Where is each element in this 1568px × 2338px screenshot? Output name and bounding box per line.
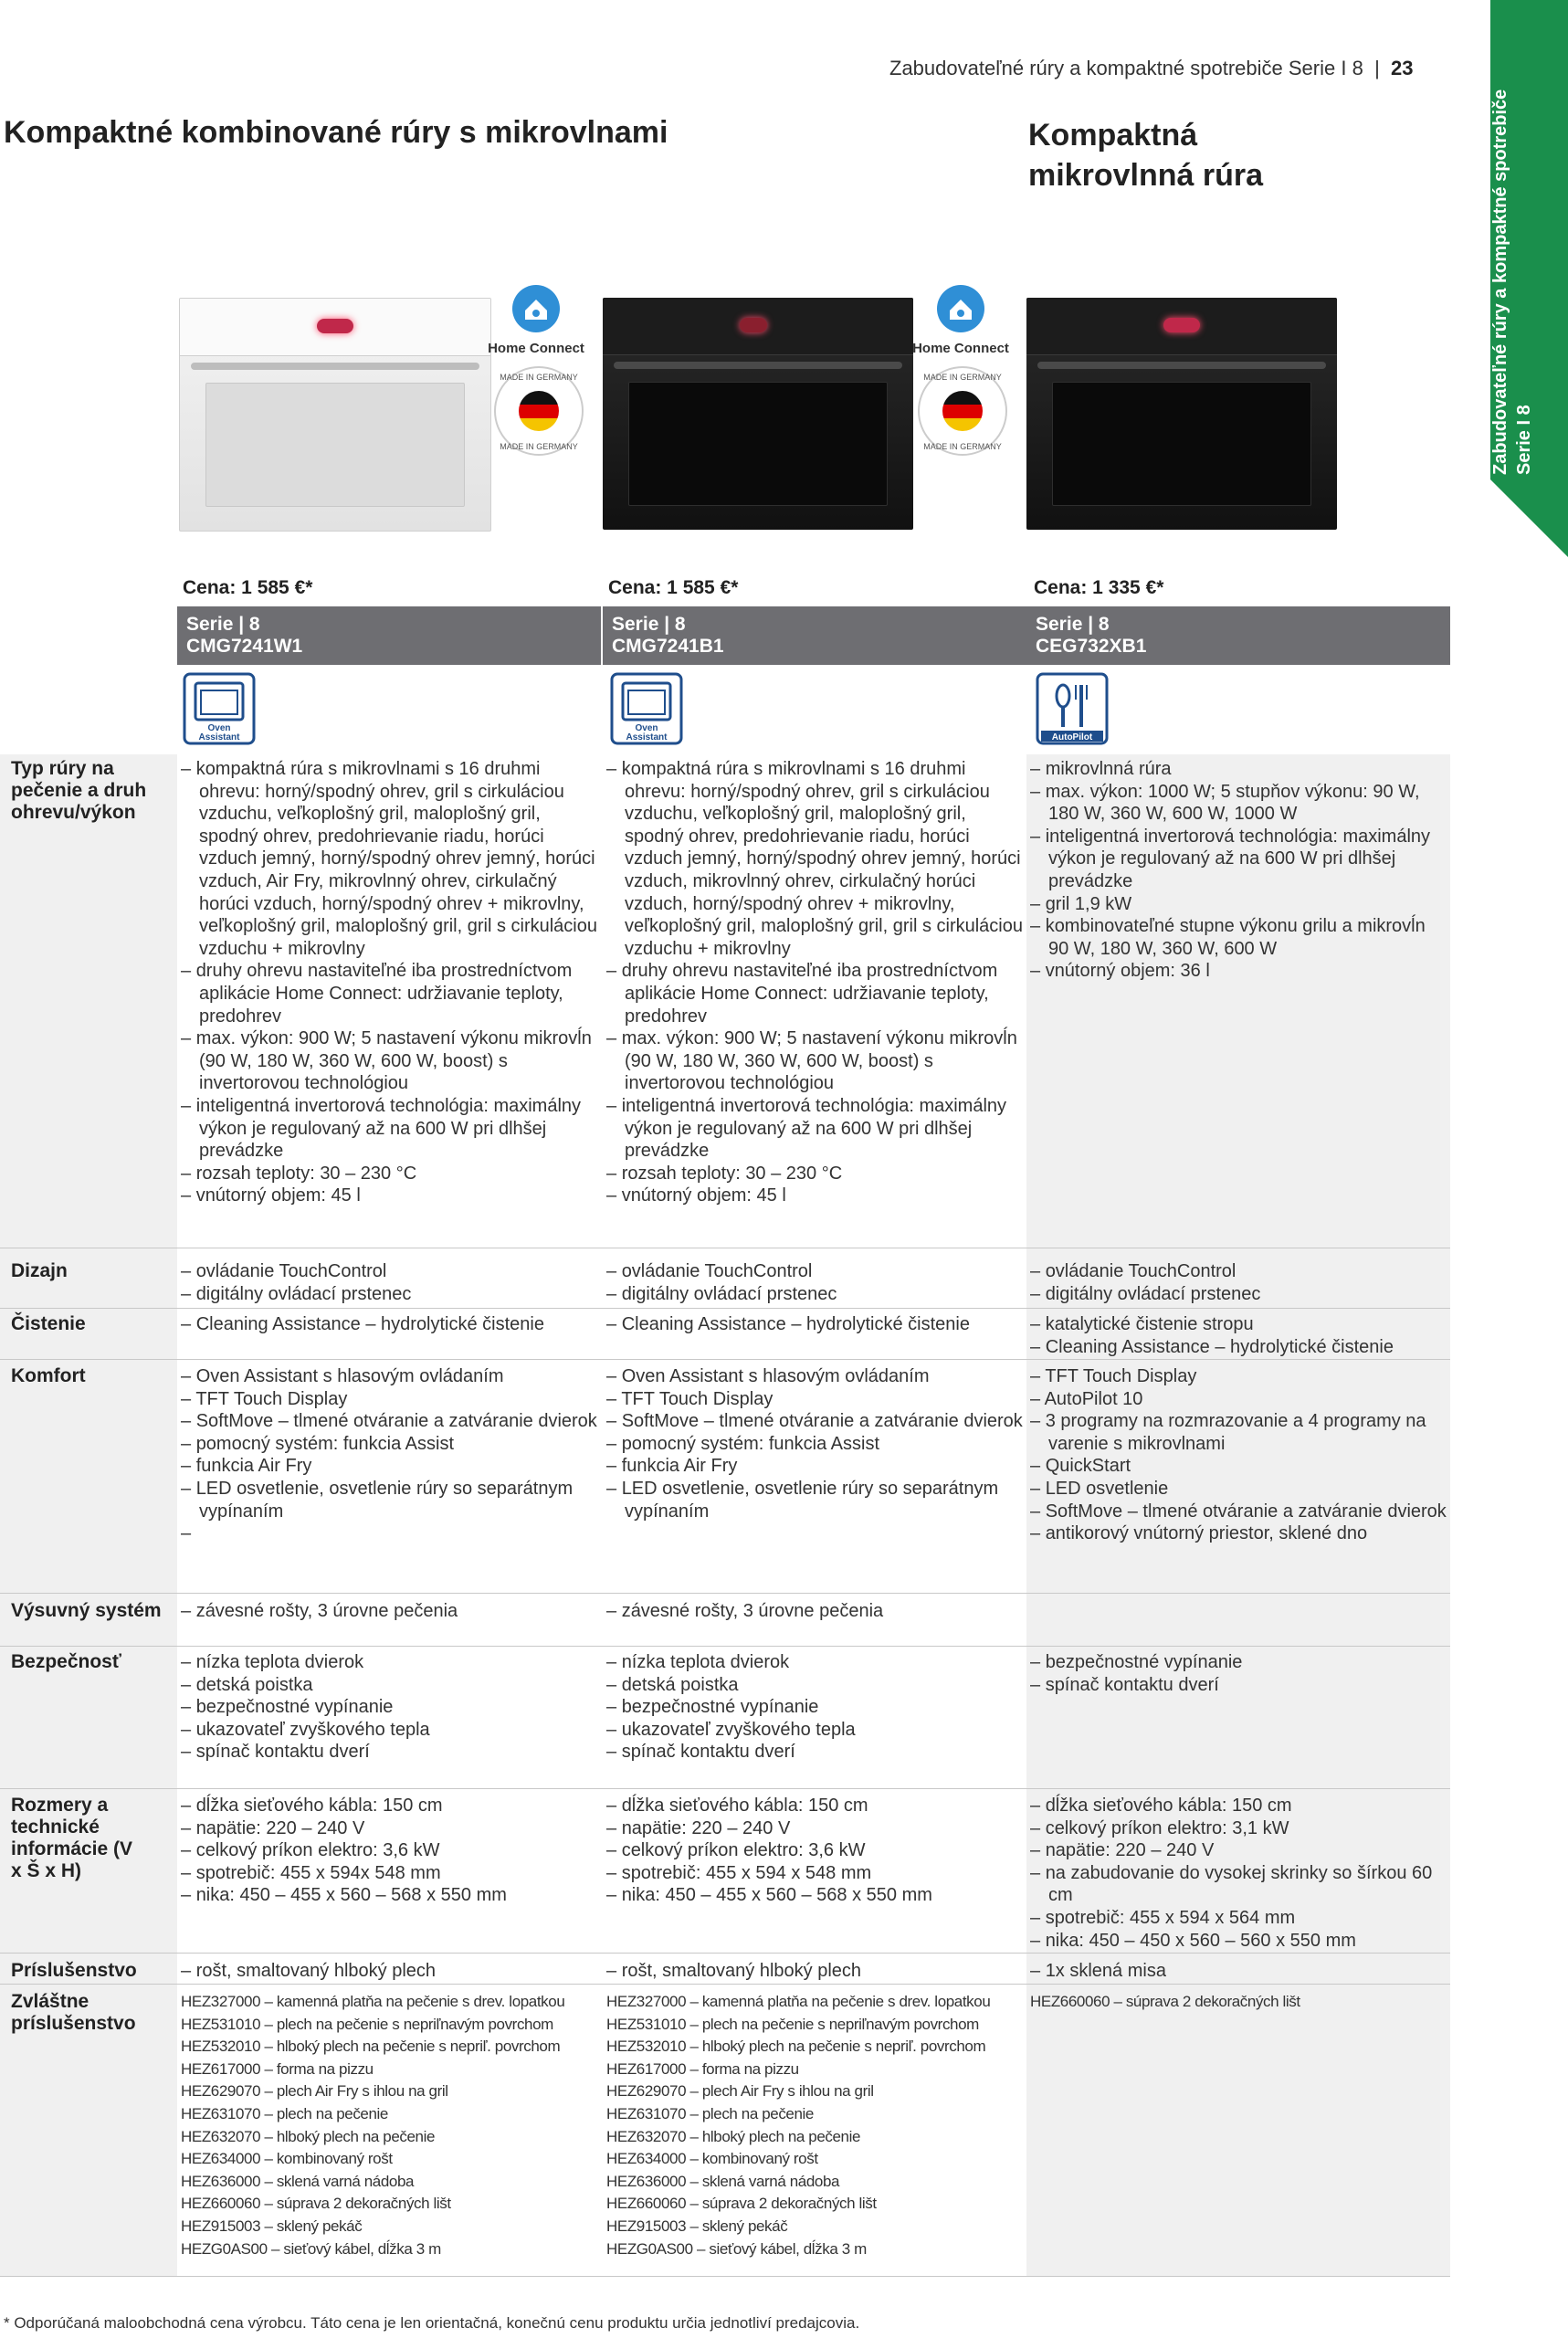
svg-text:MADE IN GERMANY: MADE IN GERMANY — [500, 373, 578, 382]
row-divider — [0, 1308, 1450, 1309]
price-3: Cena: 1 335 €* — [1034, 577, 1164, 598]
spec-item — [181, 1522, 599, 1545]
spec-cell-cleaning — [606, 1313, 1025, 1336]
row-divider — [0, 2276, 1450, 2277]
spec-item: – dĺžka sieťového kábla: 150 cm — [181, 1795, 599, 1817]
spec-item: – pomocný systém: funkcia Assist — [181, 1433, 599, 1456]
spec-item: – detská poistka — [181, 1674, 599, 1697]
spec-item: – max. výkon: 1000 W; 5 stupňov výkonu: 90 W, 180 W, 360 W, 600 W, 1000 W — [1030, 781, 1448, 826]
label-column-bg — [0, 754, 177, 2276]
spec-item: – kompaktná rúra s mikrovlnami s 16 druhmi ohrevu: horný/spodný ohrev, gril s cirkuláciou vzduchu, veľkoplošný gril, maloplošný gril, spodný ohrev, predohrievanie riadu, horúci vzduch jemný, horný/spodný ohrev jemný, horúci vzduch, mikrovlnný ohrev, cirkulačný horúci vzduch, horný/spodný ohrev + mikrovlny, veľkoplošný gril, maloplošný gril, gril s cirkuláciou vzduchu + mikrovlny — [606, 758, 1025, 960]
row-label-comfort: Komfort — [11, 1365, 86, 1386]
spec-item: – LED osvetlenie, osvetlenie rúry so separátnym vypínaním — [181, 1478, 599, 1522]
spec-item: – vnútorný objem: 45 l — [181, 1185, 599, 1207]
svg-text:Oven: Oven — [635, 723, 658, 733]
oven-assistant-icon — [610, 672, 683, 745]
accessory-item: HEZ327000 – kamenná platňa na pečenie s drev. lopatkou — [181, 1993, 565, 2010]
spec-item: – nízka teplota dvierok — [181, 1651, 599, 1674]
spec-item: – Oven Assistant s hlasovým ovládaním — [606, 1365, 1025, 1388]
spec-item: – spínač kontaktu dverí — [181, 1741, 599, 1764]
spec-item: – digitálny ovládací prstenec — [181, 1283, 599, 1306]
spec-item: – celkový príkon elektro: 3,1 kW — [1030, 1817, 1448, 1840]
spec-cell-safety — [181, 1651, 599, 1764]
row-label-accessories: Príslušenstvo — [11, 1960, 137, 1981]
accessory-item: HEZ660060 – súprava 2 dekoračných lišt — [181, 2195, 451, 2213]
spec-item: – funkcia Air Fry — [606, 1455, 1025, 1478]
spec-item: – rošt, smaltovaný hlboký plech — [606, 1960, 1025, 1983]
spec-item: – Cleaning Assistance – hydrolytické čistenie — [606, 1313, 1025, 1336]
spec-cell-accessories — [1030, 1960, 1448, 1983]
spec-item: – závesné rošty, 3 úrovne pečenia — [181, 1600, 599, 1623]
model-number: CMG7241W1 — [186, 636, 303, 657]
spec-item: – katalytické čistenie stropu — [1030, 1313, 1448, 1336]
serie-header-1 — [177, 606, 601, 665]
home-connect-badge — [910, 283, 1011, 374]
side-tab-text — [1489, 90, 1536, 475]
svg-text:Assistant: Assistant — [198, 732, 240, 742]
spec-cell-type — [1030, 758, 1448, 983]
accessory-item: HEZ531010 – plech na pečenie s nepriľnavým povrchom — [606, 2015, 979, 2033]
accessory-item: HEZ531010 – plech na pečenie s nepriľnavým povrchom — [181, 2015, 553, 2033]
spec-item: – spotrebič: 455 x 594x 548 mm — [181, 1862, 599, 1885]
accessory-item: HEZ915003 – sklený pekáč — [181, 2217, 363, 2235]
spec-cell-rails — [181, 1600, 599, 1623]
spec-item: – spotrebič: 455 x 594 x 548 mm — [606, 1862, 1025, 1885]
accessory-item: HEZ532010 – hlboký plech na pečenie s nepriľ. povrchom — [606, 2038, 986, 2056]
row-divider — [0, 1984, 1450, 1985]
page-header: Zabudovateľné rúry a kompaktné spotrebiče Serie I 8 | 23 — [889, 57, 1414, 79]
serie-label: Serie | 8 — [186, 614, 260, 635]
spec-item: – detská poistka — [606, 1674, 1025, 1697]
accessory-item: HEZ617000 – forma na pizzu — [181, 2059, 374, 2078]
spec-item: – nízka teplota dvierok — [606, 1651, 1025, 1674]
spec-item: – napätie: 220 – 240 V — [1030, 1839, 1448, 1862]
spec-item: – 1x sklená misa — [1030, 1960, 1448, 1983]
row-label-type: Typ rúry na pečenie a druh ohrevu/výkon — [11, 758, 147, 823]
accessory-item: HEZ532010 – hlboký plech na pečenie s nepriľ. povrchom — [181, 2038, 561, 2056]
spec-cell-special — [1030, 1991, 1448, 2014]
spec-item: – AutoPilot 10 — [1030, 1388, 1448, 1411]
spec-cell-safety — [1030, 1651, 1448, 1696]
spec-item: – gril 1,9 kW — [1030, 893, 1448, 916]
home-connect-label: Home Connect — [912, 341, 1009, 356]
spec-item: – druhy ohrevu nastaviteľné iba prostredníctvom aplikácie Home Connect: udržiavanie teploty, predohrev — [181, 960, 599, 1027]
spec-item: – mikrovlnná rúra — [1030, 758, 1448, 781]
spec-item: – rozsah teploty: 30 – 230 °C — [606, 1163, 1025, 1185]
spec-item: – SoftMove – tlmené otváranie a zatváranie dvierok — [181, 1410, 599, 1433]
spec-item: – ovládanie TouchControl — [606, 1260, 1025, 1283]
made-in-germany-seal — [917, 365, 1008, 457]
spec-cell-special — [181, 1991, 599, 2260]
row-divider — [0, 1359, 1450, 1360]
home-connect-badge — [486, 283, 586, 374]
accessory-item: HEZ634000 – kombinovaný rošt — [181, 2150, 393, 2168]
spec-item: – inteligentná invertorová technológia: maximálny výkon je regulovaný až na 600 W pri dlhšej prevádzke — [606, 1095, 1025, 1163]
accessory-item: HEZ632070 – hlboký plech na pečenie — [606, 2127, 861, 2145]
spec-item: – spotrebič: 455 x 594 x 564 mm — [1030, 1907, 1448, 1930]
spec-item: – ovládanie TouchControl — [1030, 1260, 1448, 1283]
spec-item: – ovládanie TouchControl — [181, 1260, 599, 1283]
spec-item: – kompaktná rúra s mikrovlnami s 16 druhmi ohrevu: horný/spodný ohrev, gril s cirkuláciou vzduchu, veľkoplošný gril, maloplošný gril, spodný ohrev, predohrievanie riadu, horúci vzduch jemný, horný/spodný ohrev jemný, horúci vzduch, Air Fry, mikrovlnný ohrev, cirkulačný horúci vzduch, horný/spodný ohrev + mikrovlny, veľkoplošný gril, maloplošný gril, gril s cirkuláciou vzduchu + mikrovlny — [181, 758, 599, 960]
accessory-item: HEZG0AS00 – sieťový kábel, dĺžka 3 m — [606, 2239, 867, 2258]
model-number: CMG7241B1 — [612, 636, 724, 657]
spec-cell-rails — [606, 1600, 1025, 1623]
spec-item: – napätie: 220 – 240 V — [181, 1817, 599, 1840]
spec-item: – TFT Touch Display — [1030, 1365, 1448, 1388]
spec-item: – ukazovateľ zvyškového tepla — [181, 1719, 599, 1742]
spec-item: – vnútorný objem: 45 l — [606, 1185, 1025, 1207]
spec-cell-accessories — [606, 1960, 1025, 1983]
row-label-rails: Výsuvný systém — [11, 1600, 162, 1621]
spec-item: – 3 programy na rozmrazovanie a 4 programy na varenie s mikrovlnami — [1030, 1410, 1448, 1455]
row-label-dimensions: Rozmery a technické informácie (V x Š x H) — [11, 1795, 133, 1881]
spec-cell-special — [606, 1991, 1025, 2260]
spec-item: – druhy ohrevu nastaviteľné iba prostredníctvom aplikácie Home Connect: udržiavanie teploty, predohrev — [606, 960, 1025, 1027]
svg-text:Oven: Oven — [207, 723, 231, 733]
spec-item: – max. výkon: 900 W; 5 nastavení výkonu mikrovĺn (90 W, 180 W, 360 W, 600 W, boost) s invertorovou technológiou — [606, 1027, 1025, 1095]
serie-label: Serie | 8 — [1036, 614, 1110, 635]
row-divider — [0, 1788, 1450, 1789]
spec-item: – dĺžka sieťového kábla: 150 cm — [606, 1795, 1025, 1817]
spec-item: – celkový príkon elektro: 3,6 kW — [606, 1839, 1025, 1862]
accessory-item: HEZ915003 – sklený pekáč — [606, 2217, 788, 2235]
row-label-cleaning: Čistenie — [11, 1313, 86, 1334]
autopilot-icon — [1036, 672, 1109, 745]
spec-item: – bezpečnostné vypínanie — [181, 1696, 599, 1719]
spec-cell-comfort — [181, 1365, 599, 1545]
spec-item: – digitálny ovládací prstenec — [1030, 1283, 1448, 1306]
spec-cell-type — [606, 758, 1025, 1207]
header-text: Zabudovateľné rúry a kompaktné spotrebiče Serie I 8 — [889, 57, 1363, 79]
spec-item: – digitálny ovládací prstenec — [606, 1283, 1025, 1306]
spec-item: – TFT Touch Display — [606, 1388, 1025, 1411]
accessory-item: HEZ631070 – plech na pečenie — [181, 2104, 388, 2122]
spec-cell-design — [181, 1260, 599, 1305]
row-label-design: Dizajn — [11, 1260, 68, 1281]
spec-item: – TFT Touch Display — [181, 1388, 599, 1411]
made-in-germany-seal — [493, 365, 584, 457]
accessory-item: HEZ632070 – hlboký plech na pečenie — [181, 2127, 436, 2145]
spec-cell-type — [181, 758, 599, 1207]
spec-item: – QuickStart — [1030, 1455, 1448, 1478]
spec-item: – LED osvetlenie — [1030, 1478, 1448, 1501]
svg-text:AutoPilot: AutoPilot — [1051, 732, 1093, 742]
price-2: Cena: 1 585 €* — [608, 577, 739, 598]
section-title-right: Kompaktná mikrovlnná rúra — [1028, 118, 1263, 193]
spec-item: – SoftMove – tlmené otváranie a zatváranie dvierok — [1030, 1501, 1448, 1523]
spec-item: – Cleaning Assistance – hydrolytické čistenie — [181, 1313, 599, 1336]
svg-text:MADE IN GERMANY: MADE IN GERMANY — [923, 373, 1002, 382]
price-1: Cena: 1 585 €* — [183, 577, 313, 598]
serie-label: Serie | 8 — [612, 614, 686, 635]
spec-item: – ukazovateľ zvyškového tepla — [606, 1719, 1025, 1742]
spec-item: – antikorový vnútorný priestor, sklené dno — [1030, 1522, 1448, 1545]
svg-text:MADE IN GERMANY: MADE IN GERMANY — [500, 442, 578, 451]
spec-cell-safety — [606, 1651, 1025, 1764]
serie-header-3 — [1026, 606, 1450, 665]
product-image-black-oven — [603, 298, 913, 530]
accessory-item: HEZ631070 – plech na pečenie — [606, 2104, 814, 2122]
row-label-special: Zvláštne príslušenstvo — [11, 1991, 136, 2034]
spec-item: – Oven Assistant s hlasovým ovládaním — [181, 1365, 599, 1388]
spec-item: – na zabudovanie do vysokej skrinky so šírkou 60 cm — [1030, 1862, 1448, 1907]
oven-assistant-icon — [183, 672, 256, 745]
product-image-microwave — [1026, 298, 1337, 530]
spec-item: – napätie: 220 – 240 V — [606, 1817, 1025, 1840]
spec-item: – vnútorný objem: 36 l — [1030, 960, 1448, 983]
spec-item: – nika: 450 – 455 x 560 – 568 x 550 mm — [606, 1884, 1025, 1907]
page-number: 23 — [1391, 57, 1414, 79]
spec-item: – závesné rošty, 3 úrovne pečenia — [606, 1600, 1025, 1623]
home-connect-icon — [510, 283, 562, 334]
spec-item: – rošt, smaltovaný hlboký plech — [181, 1960, 599, 1983]
spec-cell-design — [1030, 1260, 1448, 1305]
accessory-item: HEZ629070 – plech Air Fry s ihlou na gril — [181, 2082, 448, 2101]
spec-item: – funkcia Air Fry — [181, 1455, 599, 1478]
row-divider — [0, 1953, 1450, 1954]
spec-item: – bezpečnostné vypínanie — [606, 1696, 1025, 1719]
side-tab-line1: Zabudovateľné rúry a kompaktné spotrebiče — [1490, 89, 1510, 475]
spec-item: – celkový príkon elektro: 3,6 kW — [181, 1839, 599, 1862]
spec-item: – Cleaning Assistance – hydrolytické čistenie — [1030, 1336, 1448, 1359]
home-connect-icon — [935, 283, 986, 334]
accessory-item: HEZ636000 – sklená varná nádoba — [606, 2172, 840, 2190]
accessory-item: HEZ617000 – forma na pizzu — [606, 2059, 799, 2078]
spec-item: – bezpečnostné vypínanie — [1030, 1651, 1448, 1674]
accessory-item: HEZ629070 – plech Air Fry s ihlou na gril — [606, 2082, 874, 2101]
home-connect-label: Home Connect — [488, 341, 584, 356]
spec-item: – inteligentná invertorová technológia: maximálny výkon je regulovaný až na 600 W pri dlhšej prevádzke — [1030, 826, 1448, 893]
product-image-white-oven — [179, 298, 491, 532]
accessory-item: HEZ660060 – súprava 2 dekoračných lišt — [606, 2195, 877, 2213]
spec-cell-accessories — [181, 1960, 599, 1983]
serie-header-2 — [603, 606, 1026, 665]
spec-cell-cleaning — [181, 1313, 599, 1336]
row-divider — [0, 1646, 1450, 1647]
spec-item: – spínač kontaktu dverí — [606, 1741, 1025, 1764]
accessory-item: HEZ636000 – sklená varná nádoba — [181, 2172, 415, 2190]
row-label-safety: Bezpečnosť — [11, 1651, 121, 1672]
accessory-item: HEZG0AS00 – sieťový kábel, dĺžka 3 m — [181, 2239, 441, 2258]
accessory-item: HEZ634000 – kombinovaný rošt — [606, 2150, 818, 2168]
spec-item: – rozsah teploty: 30 – 230 °C — [181, 1163, 599, 1185]
spec-item: – SoftMove – tlmené otváranie a zatváranie dvierok — [606, 1410, 1025, 1433]
spec-cell-dimensions — [1030, 1795, 1448, 1952]
spec-item: – max. výkon: 900 W; 5 nastavení výkonu mikrovĺn (90 W, 180 W, 360 W, 600 W, boost) s invertorovou technológiou — [181, 1027, 599, 1095]
spec-item: – spínač kontaktu dverí — [1030, 1674, 1448, 1697]
row-divider — [0, 1593, 1450, 1594]
footnote: * Odporúčaná maloobchodná cena výrobcu. Táto cena je len orientačná, konečnú cenu produktu určia jednotliví predajcovia. — [4, 2314, 860, 2332]
spec-cell-dimensions — [181, 1795, 599, 1907]
spec-cell-comfort — [606, 1365, 1025, 1522]
accessory-item: HEZ327000 – kamenná platňa na pečenie s drev. lopatkou — [606, 1993, 991, 2010]
spec-cell-comfort — [1030, 1365, 1448, 1545]
spec-item: – nika: 450 – 455 x 560 – 568 x 550 mm — [181, 1884, 599, 1907]
accessory-item: HEZ660060 – súprava 2 dekoračných lišt — [1030, 1993, 1300, 2010]
spec-cell-design — [606, 1260, 1025, 1305]
spec-item: – pomocný systém: funkcia Assist — [606, 1433, 1025, 1456]
spec-item: – dĺžka sieťového kábla: 150 cm — [1030, 1795, 1448, 1817]
spec-item: – LED osvetlenie, osvetlenie rúry so separátnym vypínaním — [606, 1478, 1025, 1522]
model-number: CEG732XB1 — [1036, 636, 1147, 657]
spec-cell-cleaning — [1030, 1313, 1448, 1358]
section-title-left: Kompaktné kombinované rúry s mikrovlnami — [4, 115, 668, 150]
svg-text:Assistant: Assistant — [626, 732, 668, 742]
side-tab-line2: Serie I 8 — [1514, 405, 1534, 475]
spec-item: – inteligentná invertorová technológia: maximálny výkon je regulovaný až na 600 W pri dlhšej prevádzke — [181, 1095, 599, 1163]
spec-cell-dimensions — [606, 1795, 1025, 1907]
svg-text:MADE IN GERMANY: MADE IN GERMANY — [923, 442, 1002, 451]
spec-item: – kombinovateľné stupne výkonu grilu a mikrovĺn 90 W, 180 W, 360 W, 600 W — [1030, 915, 1448, 960]
spec-item: – nika: 450 – 450 x 560 – 560 x 550 mm — [1030, 1930, 1448, 1953]
